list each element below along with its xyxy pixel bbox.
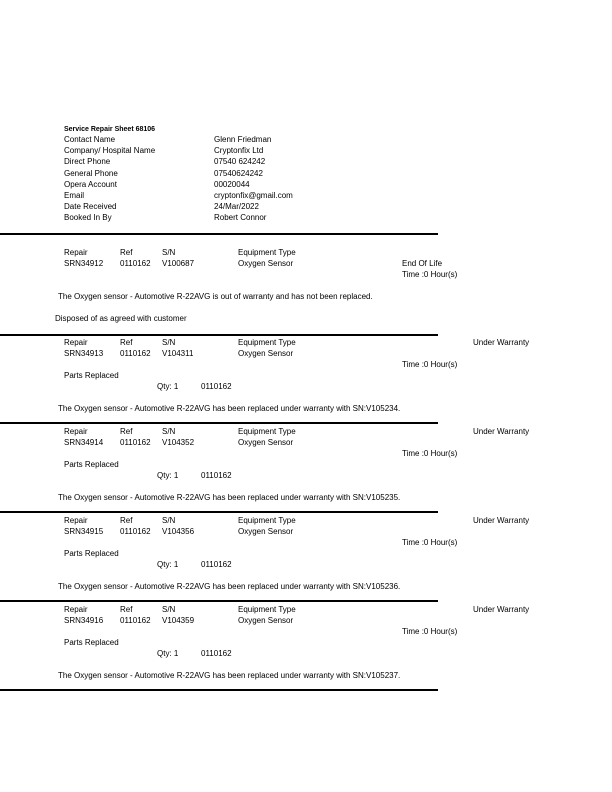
ref-number: 0110162 xyxy=(120,349,151,358)
divider xyxy=(0,422,438,424)
divider xyxy=(0,689,438,691)
ref-number: 0110162 xyxy=(120,259,151,268)
parts-replaced-label: Parts Replaced xyxy=(64,460,119,469)
repair-status: Under Warranty xyxy=(473,605,530,614)
repair-description: The Oxygen sensor - Automotive R-22AVG has been replaced under warranty with SN:V105236. xyxy=(58,582,401,591)
col-repair-label: Repair xyxy=(64,338,88,347)
field-label: Company/ Hospital Name xyxy=(64,146,156,156)
field-label: Opera Account xyxy=(64,179,117,189)
part-quantity: Qty: 1 xyxy=(157,471,179,480)
repair-number: SRN34915 xyxy=(64,527,104,536)
ref-number: 0110162 xyxy=(120,616,151,625)
equipment-type: Oxygen Sensor xyxy=(238,438,294,447)
col-ref-label: Ref xyxy=(120,427,133,436)
divider xyxy=(0,600,438,602)
parts-replaced-label: Parts Replaced xyxy=(64,549,119,558)
repair-description: The Oxygen sensor - Automotive R-22AVG is out of warranty and has not been replaced. xyxy=(58,292,373,301)
part-number: 0110162 xyxy=(201,382,232,391)
field-label: General Phone xyxy=(64,168,118,178)
col-sn-label: S/N xyxy=(162,516,176,525)
divider xyxy=(0,334,438,336)
col-repair-label: Repair xyxy=(64,427,88,436)
repair-number: SRN34912 xyxy=(64,259,104,268)
repair-status: End Of Life xyxy=(402,259,443,268)
field-label: Email xyxy=(64,191,85,200)
col-sn-label: S/N xyxy=(162,605,176,614)
repair-description: The Oxygen sensor - Automotive R-22AVG has been replaced under warranty with SN:V105234. xyxy=(58,404,401,413)
parts-replaced-label: Parts Replaced xyxy=(64,638,119,647)
col-ref-label: Ref xyxy=(120,338,133,347)
part-quantity: Qty: 1 xyxy=(157,649,179,658)
field-value: Glenn Friedman xyxy=(214,135,272,144)
ref-number: 0110162 xyxy=(120,527,151,536)
col-equipment-label: Equipment Type xyxy=(238,516,296,525)
field-value: Robert Connor xyxy=(214,213,267,223)
repair-time: Time :0 Hour(s) xyxy=(402,360,458,369)
col-equipment-label: Equipment Type xyxy=(238,248,296,257)
repair-status: Under Warranty xyxy=(473,338,530,347)
col-ref-label: Ref xyxy=(120,605,133,614)
serial-number: V100687 xyxy=(162,259,195,268)
col-sn-label: S/N xyxy=(162,427,176,436)
ref-number: 0110162 xyxy=(120,438,151,447)
equipment-type: Oxygen Sensor xyxy=(238,259,294,268)
col-sn-label: S/N xyxy=(162,338,176,347)
field-value: 24/Mar/2022 xyxy=(214,202,259,212)
field-label: Booked In By xyxy=(64,213,112,223)
repair-number: SRN34914 xyxy=(64,438,104,447)
col-equipment-label: Equipment Type xyxy=(238,338,296,347)
divider xyxy=(0,511,438,513)
parts-replaced-label: Parts Replaced xyxy=(64,371,119,380)
part-number: 0110162 xyxy=(201,649,232,658)
repair-number: SRN34913 xyxy=(64,349,104,358)
repair-time: Time :0 Hour(s) xyxy=(402,449,458,458)
col-equipment-label: Equipment Type xyxy=(238,605,296,614)
repair-description: The Oxygen sensor - Automotive R-22AVG has been replaced under warranty with SN:V105235. xyxy=(58,493,401,502)
field-value: Cryptonfix Ltd xyxy=(214,146,264,156)
col-sn-label: S/N xyxy=(162,248,176,257)
serial-number: V104356 xyxy=(162,527,195,536)
field-label: Direct Phone xyxy=(64,157,111,167)
repair-time: Time :0 Hour(s) xyxy=(402,627,458,636)
col-equipment-label: Equipment Type xyxy=(238,427,296,436)
part-number: 0110162 xyxy=(201,471,232,480)
field-value: 07540 624242 xyxy=(214,157,266,167)
repair-status: Under Warranty xyxy=(473,427,530,436)
col-ref-label: Ref xyxy=(120,516,133,525)
part-quantity: Qty: 1 xyxy=(157,560,179,569)
field-label: Date Received xyxy=(64,202,117,212)
col-ref-label: Ref xyxy=(120,248,133,257)
repair-status: Under Warranty xyxy=(473,516,530,525)
divider xyxy=(0,233,438,235)
field-label: Contact Name xyxy=(64,135,116,144)
serial-number: V104311 xyxy=(162,349,194,358)
col-repair-label: Repair xyxy=(64,516,88,525)
col-repair-label: Repair xyxy=(64,248,88,257)
equipment-type: Oxygen Sensor xyxy=(238,527,294,536)
part-number: 0110162 xyxy=(201,560,232,569)
repair-description: The Oxygen sensor - Automotive R-22AVG has been replaced under warranty with SN:V105237. xyxy=(58,671,401,680)
field-value: 07540624242 xyxy=(214,168,263,178)
part-quantity: Qty: 1 xyxy=(157,382,179,391)
equipment-type: Oxygen Sensor xyxy=(238,616,294,625)
repair-note: Disposed of as agreed with customer xyxy=(55,314,187,323)
sheet-title: Service Repair Sheet 68106 xyxy=(64,126,156,133)
field-value: cryptonfix@gmail.com xyxy=(214,191,293,200)
serial-number: V104352 xyxy=(162,438,195,447)
serial-number: V104359 xyxy=(162,616,195,625)
repair-number: SRN34916 xyxy=(64,616,104,625)
field-value: 00020044 xyxy=(214,179,250,189)
repair-time: Time :0 Hour(s) xyxy=(402,538,458,547)
col-repair-label: Repair xyxy=(64,605,88,614)
equipment-type: Oxygen Sensor xyxy=(238,349,294,358)
repair-time: Time :0 Hour(s) xyxy=(402,270,458,279)
